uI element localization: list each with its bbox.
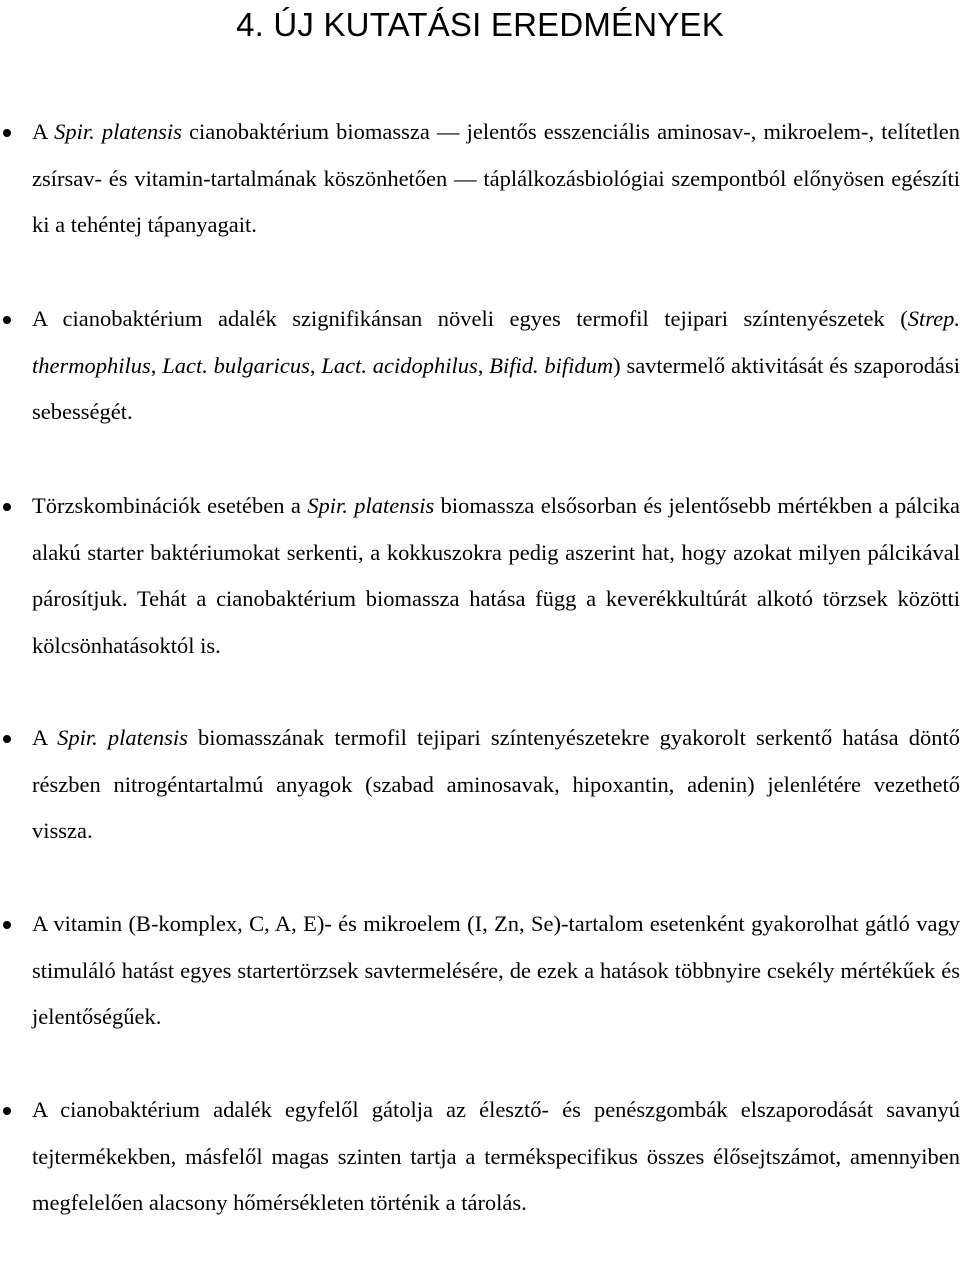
bullet-icon	[3, 129, 11, 137]
result-item-2	[32, 296, 960, 436]
result-item-1	[32, 109, 960, 249]
result-text: A vitamin (B-komplex, C, A, E)- és mikroelem (I, Zn, Se)-tartalom esetenként gyakorolhat gátló vagy stimuláló hatást egyes startertörzsek savtermelésére, de ezek a hatások többnyire csekély mértékűek és jelentőségűek.	[32, 911, 960, 1030]
result-item-6	[32, 1087, 960, 1227]
bullet-icon	[3, 503, 11, 511]
result-item-3	[32, 483, 960, 669]
result-text: A cianobaktérium adalék szignifikánsan növeli egyes termofil tejipari színtenyészetek (Strep. thermophilus, Lact. bulgaricus, Lact. acidophilus, Bifid. bifidum) savtermelő aktivitását és szaporodási sebességét.	[32, 306, 960, 425]
result-item-5	[32, 901, 960, 1041]
bullet-icon	[3, 316, 11, 324]
bullet-icon	[3, 735, 11, 743]
bullet-icon	[3, 1107, 11, 1115]
result-text: A Spir. platensis biomasszának termofil tejipari színtenyészetekre gyakorolt serkentő hatása döntő részben nitrogéntartalmú anyagok (szabad aminosavak, hipoxantin, adenin) jelenlétére vezethető vissza.	[32, 725, 960, 844]
bullet-icon	[3, 921, 11, 929]
result-text: A Spir. platensis cianobaktérium biomassza — jelentős esszenciális aminosav-, mikroelem-, telítetlen zsírsav- és vitamin-tartalmának köszönhetően — táplálkozásbiológiai szempontból előnyösen egészíti ki a tehéntej tápanyagait.	[32, 119, 960, 238]
result-text: A cianobaktérium adalék egyfelől gátolja az élesztő- és penészgombák elszaporodását savanyú tejtermékekben, másfelől magas szinten tartja a termékspecifikus összes élősejtszámot, amennyiben megfelelően alacsony hőmérsékleten történik a tárolás.	[32, 1097, 960, 1216]
result-text: Törzskombinációk esetében a Spir. platensis biomassza elsősorban és jelentősebb mértékben a pálcika alakú starter baktériumokat serkenti, a kokkuszokra pedig aszerint hat, hogy azokat milyen pálcikával párosítjuk. Tehát a cianobaktérium biomassza hatása függ a keverékkultúrát alkotó törzsek közötti kölcsönhatásoktól is.	[32, 493, 960, 658]
result-item-4	[32, 715, 960, 855]
section-heading: 4. ÚJ KUTATÁSI EREDMÉNYEK	[236, 6, 724, 43]
